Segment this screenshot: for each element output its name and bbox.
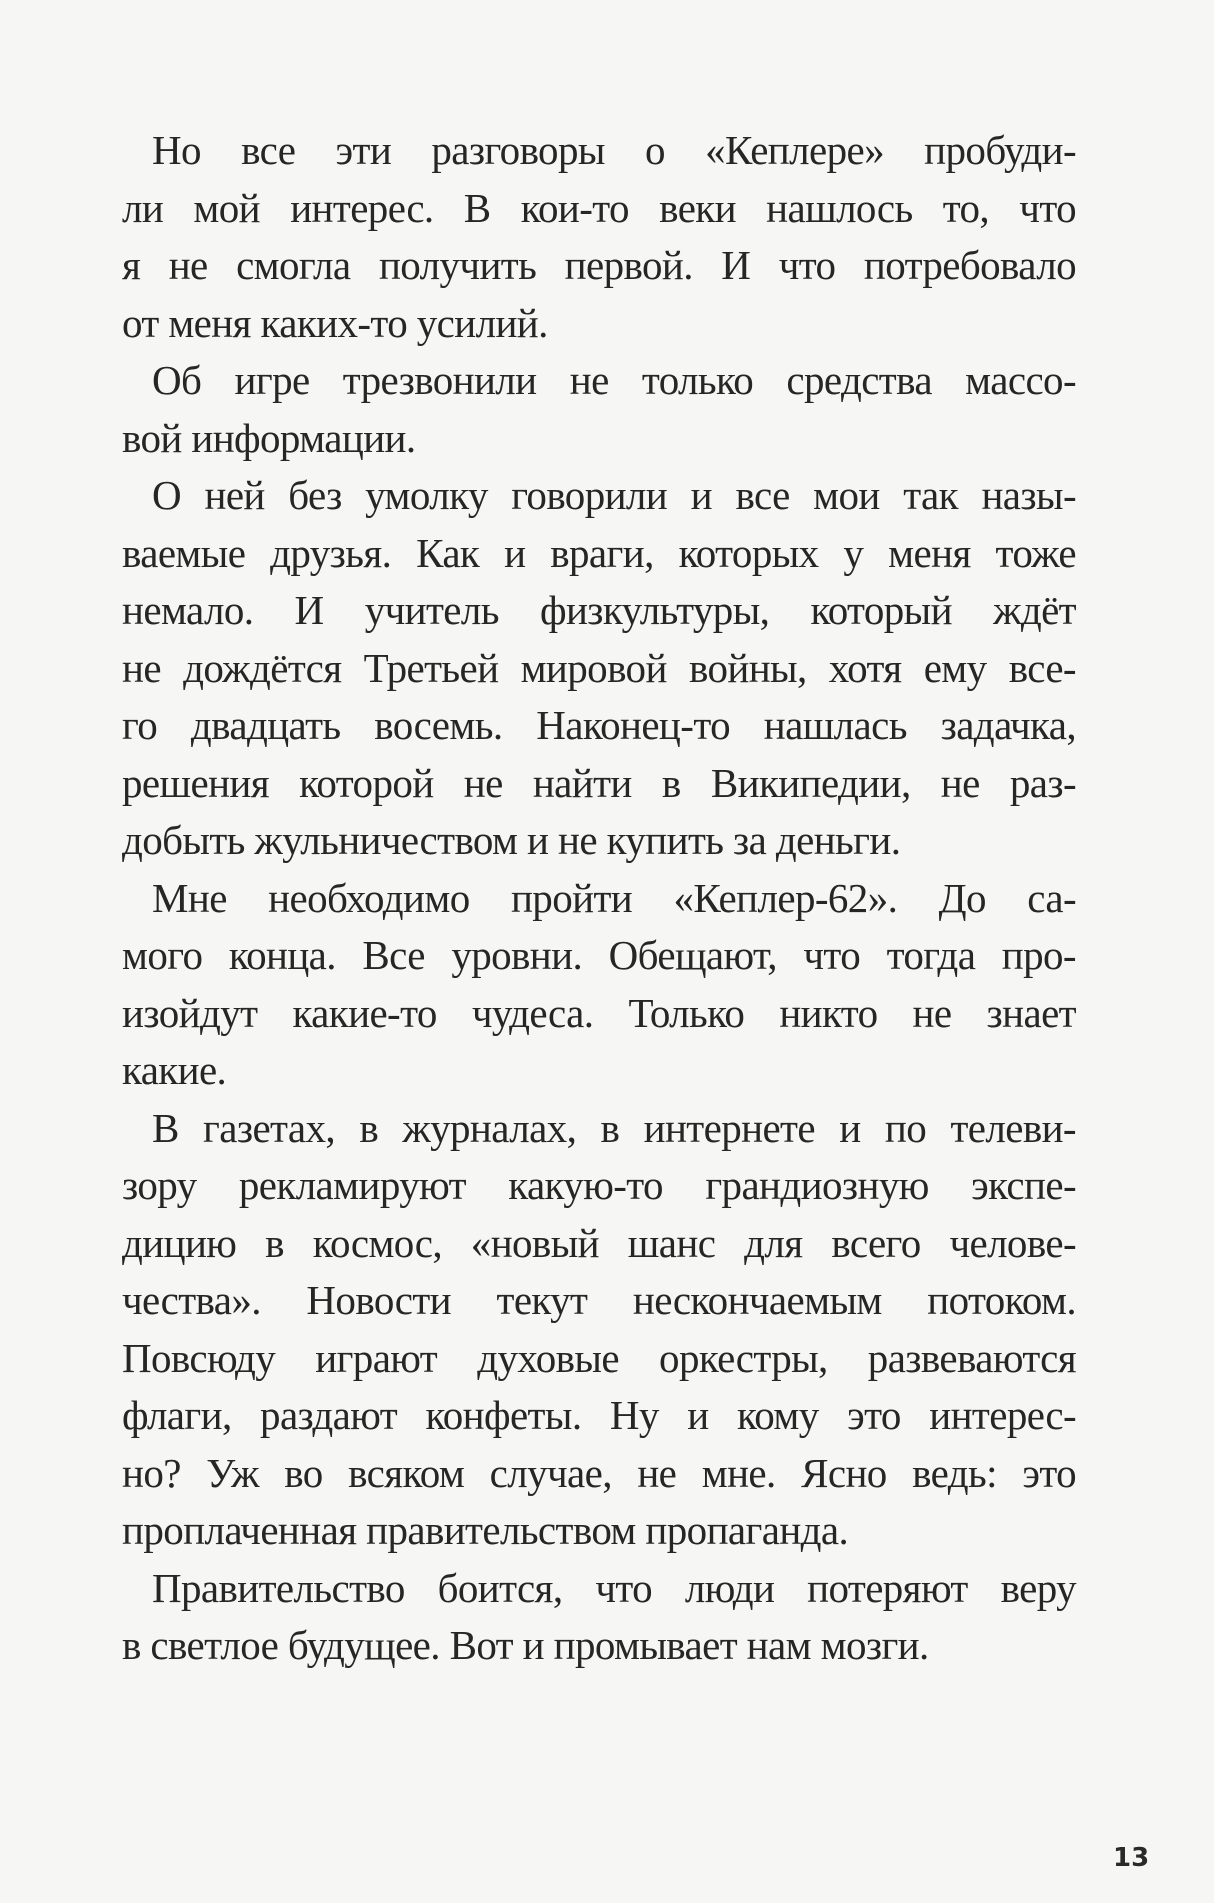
text-line: ли мой интерес. В кои-то веки нашлось то, что	[122, 184, 1076, 231]
text-line: добыть жульничеством и не купить за деньги.	[122, 817, 901, 863]
text-line: не дождётся Третьей мировой войны, хотя ему все-	[122, 644, 1076, 691]
text-line: В газетах, в журналах, в интернете и по телеви-	[152, 1104, 1076, 1151]
text-line: я не смогла получить первой. И что потребовало	[122, 242, 1076, 288]
page-number: 13	[1113, 1843, 1150, 1873]
text-line: чества». Новости текут нескончаемым потоком.	[122, 1277, 1076, 1323]
text-line: О ней без умолку говорили и все мои так назы-	[152, 472, 1076, 518]
text-line: Правительство боится, что люди потеряют веру	[152, 1564, 1076, 1611]
text-line: проплаченная правительством пропаганда.	[122, 1507, 849, 1553]
text-line: в светлое будущее. Вот и промывает нам мозги.	[122, 1622, 929, 1668]
text-line: дицию в космос, «новый шанс для всего челове-	[122, 1219, 1076, 1266]
text-line: Но все эти разговоры о «Кеплере» пробуди-	[152, 127, 1076, 173]
paragraph-3	[122, 467, 1076, 870]
page-body	[122, 122, 1076, 1675]
text-line: флаги, раздают конфеты. Ну и кому это интерес-	[122, 1392, 1076, 1438]
text-line: го двадцать восемь. Наконец-то нашлась задачка,	[122, 702, 1076, 748]
paragraph-1	[122, 122, 1076, 352]
text-line: вой информации.	[122, 414, 416, 461]
paragraph-4	[122, 870, 1076, 1100]
text-line: какие.	[122, 1047, 227, 1093]
text-line: зору рекламируют какую-то грандиозную экспе-	[122, 1162, 1076, 1208]
paragraph-5	[122, 1100, 1076, 1560]
text-line: изойдут какие-то чудеса. Только никто не знает	[122, 989, 1076, 1036]
text-line: мого конца. Все уровни. Обещают, что тогда про-	[122, 932, 1076, 978]
paragraph-2	[122, 352, 1076, 467]
text-line: Мне необходимо пройти «Кеплер-62». До са-	[152, 874, 1076, 921]
text-line: Об игре трезвонили не только средства массо-	[152, 357, 1076, 403]
text-line: ваемые друзья. Как и враги, которых у меня тоже	[122, 529, 1076, 576]
text-line: от меня каких-то усилий.	[122, 299, 548, 346]
text-line: но? Уж во всяком случае, не мне. Ясно ведь: это	[122, 1449, 1076, 1496]
text-line: решения которой не найти в Википедии, не раз-	[122, 759, 1076, 806]
text-line: немало. И учитель физкультуры, который ждёт	[122, 587, 1076, 633]
text-line: Повсюду играют духовые оркестры, развеваются	[122, 1334, 1076, 1381]
paragraph-6	[122, 1560, 1076, 1675]
